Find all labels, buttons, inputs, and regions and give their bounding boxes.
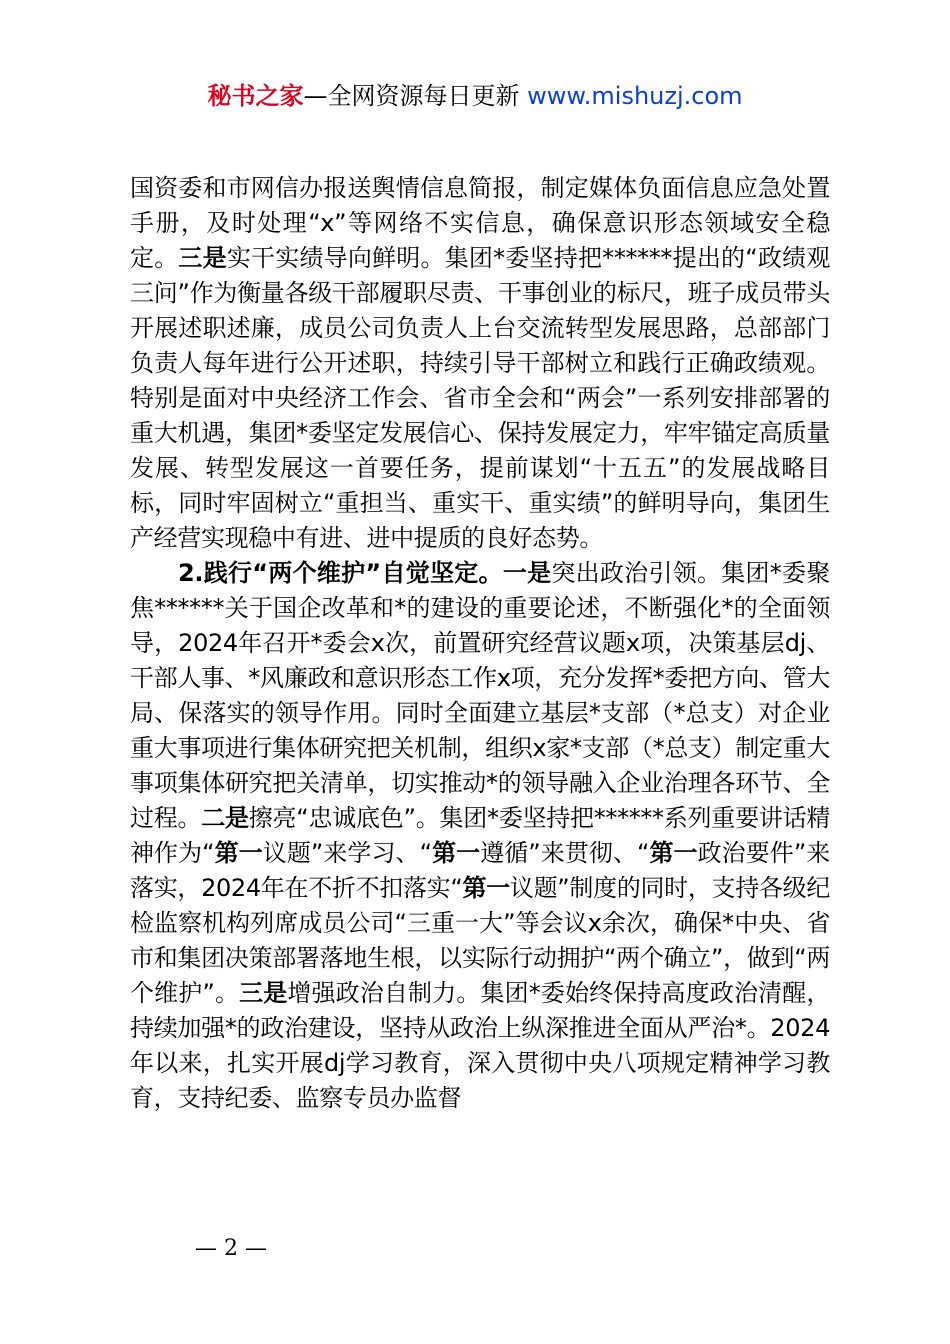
- keyword-san-shi: 三是: [239, 979, 288, 1007]
- banner-tagline: —全网资源每日更新: [303, 82, 528, 110]
- bold-di-yi: 第一: [649, 839, 698, 867]
- bold-di-yi: 第一: [431, 839, 481, 867]
- bold-di-yi: 第一: [214, 839, 263, 867]
- text-run: 国资委和市网信办报送舆情信息简报，制定媒体负面信息应急处置手册，及时处理“x”等网络不实信息，确保意识形态领域安全稳定。: [130, 174, 830, 272]
- keyword-yi-shi: 一是: [502, 559, 552, 587]
- text-run: 增强政治自制力。集团*委始终保持高度政治清醒，持续加强*的政治建设，坚持从政治上纵深推进全面从严治*。2024年以来，扎实开展dj学习教育，深入贯彻中央八项规定精神学习教育，支持纪委、监察专员办监督: [130, 979, 830, 1112]
- document-body: [130, 171, 830, 1116]
- text-run: 突出政治引领。集团*委聚焦******关于国企改革和*的建设的重要论述，不断强化*的全面领导，2024年召开*委会x次，前置研究经营议题x项，决策基层dj、干部人事、*风廉政和意识形态工作x项，充分发挥*委把方向、管大局、保落实的领导作用。同时全面建立基层*支部（*总支）对企业重大事项进行集体研究把关机制，组织x家*支部（*总支）制定重大事项集体研究把关清单，切实推动*的领导融入企业治理各环节、全过程。: [130, 559, 830, 832]
- paragraph-continued: [130, 171, 830, 556]
- text-run: 政治要件”来落实，2024年在不折不扣落实“: [130, 839, 830, 902]
- bold-di-yi: 第一: [462, 874, 510, 902]
- section-heading: 2.践行“两个维护”自觉坚定。: [178, 559, 503, 587]
- keyword-er-shi: 二是: [201, 804, 249, 832]
- text-run: 议题”来学习、“: [262, 839, 432, 867]
- site-banner: [0, 78, 950, 114]
- banner-url-link[interactable]: www.mishuzj.com: [527, 82, 743, 110]
- text-run: 议题”制度的同时，支持各级纪检监察机构列席成员公司“三重一大”等会议x余次，确保*中央、省市和集团决策部署落地生根，以实际行动拥护“两个确立”，做到“两个维护”。: [130, 874, 830, 1007]
- text-run: 实干实绩导向鲜明。集团*委坚持把******提出的“政绩观三问”作为衡量各级干部履职尽责、干事创业的标尺，班子成员带头开展述职述廉，成员公司负责人上台交流转型发展思路，总部部门负责人每年进行公开述职，持续引导干部树立和践行正确政绩观。特别是面对中央经济工作会、省市全会和“两会”一系列安排部署的重大机遇，集团*委坚定发展信心、保持发展定力，牢牢锚定高质量发展、转型发展这一首要任务，提前谋划“十五五”的发展战略目标，同时牢固树立“重担当、重实干、重实绩”的鲜明导向，集团生产经营实现稳中有进、进中提质的良好态势。: [130, 244, 830, 552]
- page-number: — 2 —: [195, 1236, 267, 1261]
- paragraph-section-2: [130, 556, 830, 1116]
- text-run: 遵循”来贯彻、“: [480, 839, 650, 867]
- text-run: 擦亮“忠诚底色”。集团*委坚持把******系列重要讲话精神作为“: [130, 804, 830, 867]
- keyword-san-shi: 三是: [178, 244, 227, 272]
- banner-brand: 秘书之家: [207, 82, 304, 110]
